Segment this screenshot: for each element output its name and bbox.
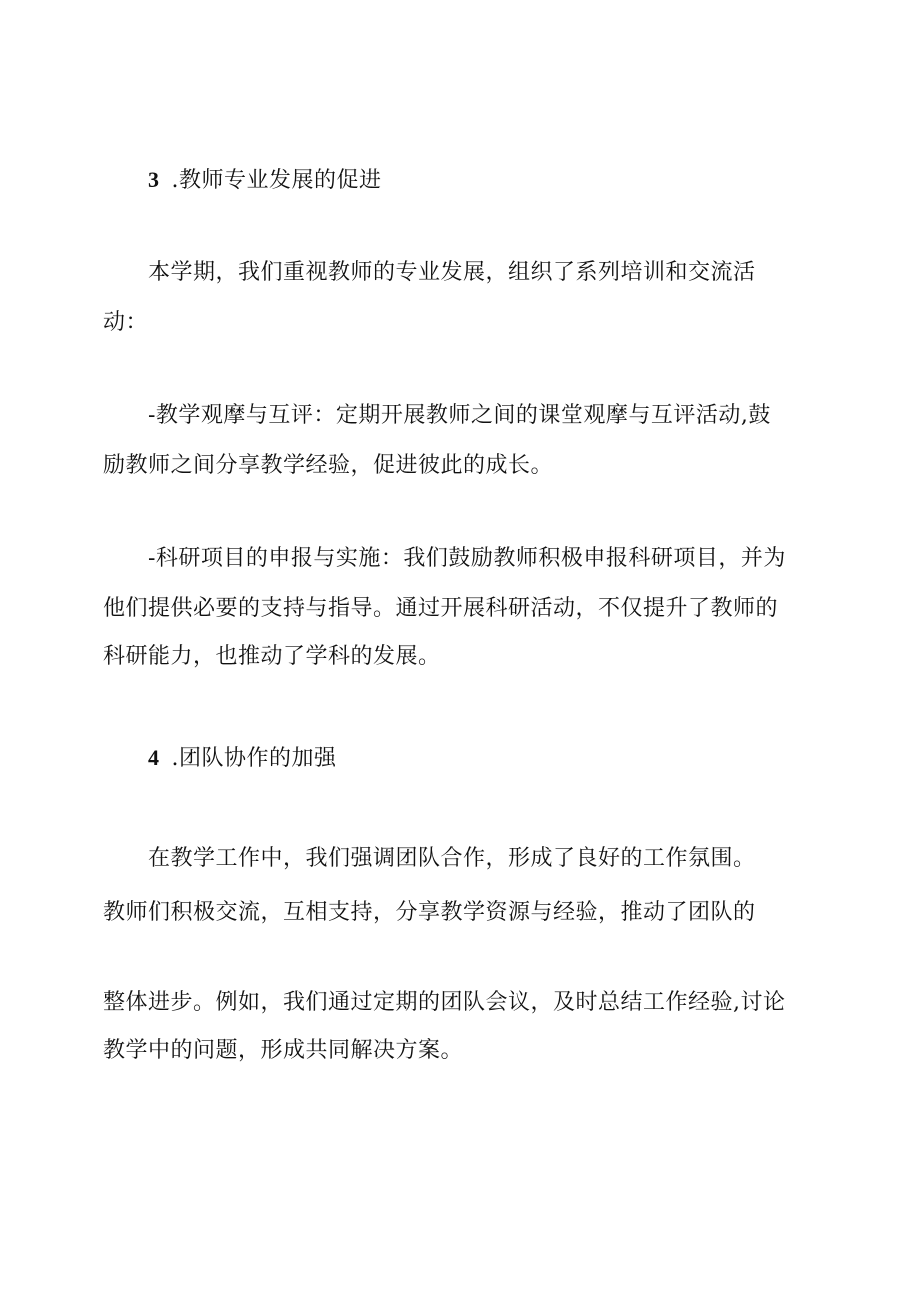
paragraph-line: 动： — [103, 310, 149, 335]
paragraph-line: 教学中的问题，形成共同解决方案。 — [103, 1038, 464, 1063]
paragraph-line: 教师们积极交流，互相支持，分享教学资源与经验，推动了团队的 — [103, 900, 756, 925]
section-title: .教师专业发展的促进 — [171, 168, 382, 193]
list-item-line: -教学观摩与互评：定期开展教师之间的课堂观摩与互评活动,鼓 — [148, 403, 771, 428]
section-heading-3 — [148, 165, 382, 196]
list-item-line: 励教师之间分享教学经验，促进彼此的成长。 — [103, 453, 554, 478]
list-item-line: 他们提供必要的支持与指导。通过开展科研活动，不仅提升了教师的 — [103, 596, 779, 621]
section-title: .团队协作的加强 — [171, 746, 337, 771]
paragraph-line: 本学期，我们重视教师的专业发展，组织了系列培训和交流活 — [148, 260, 756, 285]
section-number: 4 — [148, 745, 160, 770]
list-item-line: -科研项目的申报与实施：我们鼓励教师积极申报科研项目，并为 — [148, 546, 786, 571]
section-heading-4 — [148, 743, 337, 774]
list-item-line: 科研能力，也推动了学科的发展。 — [103, 644, 441, 669]
paragraph-line: 在教学工作中，我们强调团队合作，形成了良好的工作氛围。 — [148, 846, 756, 871]
paragraph-line: 整体进步。例如，我们通过定期的团队会议，及时总结工作经验,讨论 — [103, 990, 786, 1015]
section-number: 3 — [148, 167, 160, 192]
